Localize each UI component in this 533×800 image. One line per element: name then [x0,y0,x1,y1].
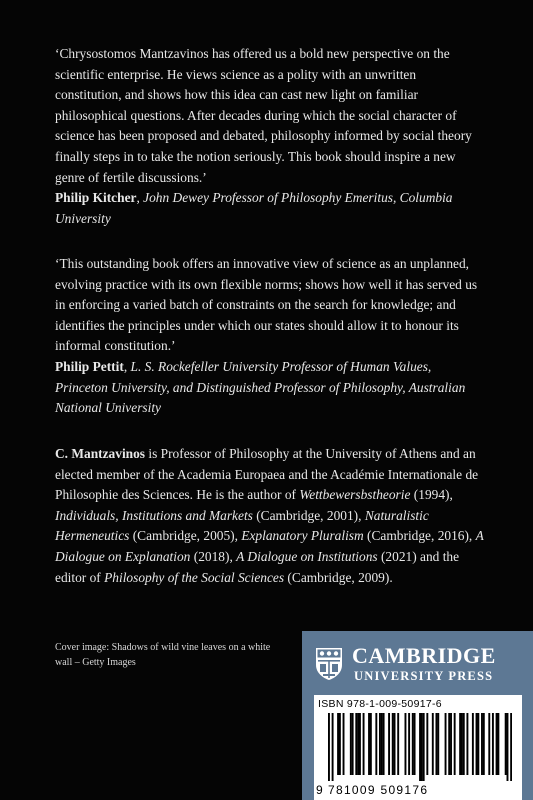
publisher-name: CAMBRIDGE [352,643,496,668]
cover-image-credit: Cover image: Shadows of wild vine leaves on a white wall – Getty Images [55,642,271,668]
book-title: Philosophy of the Social Sciences [104,569,285,585]
book-title: A Dialogue on Explanation [55,528,484,564]
endorser-role: John Dewey Professor of Philosophy Emeritus, Columbia University [55,190,453,226]
book-title: A Dialogue on Institutions [236,548,378,564]
publisher-panel [302,631,533,800]
bio-text: (Cambridge, 2001), [252,507,365,523]
endorsement-quote: ‘Chrysostomos Mantzavinos has offered us a bold new perspective on the scientific enterprise. He views science as a polity with an unwritten constitution, and shows how this idea can cast new light on familiar philosophical questions. After decades during which the social character of science has been proposed and debated, philosophy informed by social theory finally steps in to take the notion seriously. This book should inspire a new genre of fertile discussions.’ [55,46,472,185]
barcode-number [316,783,520,797]
bio-text: (2021) and the editor of [55,548,460,585]
author-name: C. Mantzavinos [55,446,146,461]
bio-text: (Cambridge, 2005), [129,528,242,544]
bio-text: is Professor of Philosophy at the University of Athens and an elected member of the Academia Europaea and the Académie Internationale de Philosophie des Sciences. He is the author of [55,446,479,503]
book-title: Explanatory Pluralism [241,528,364,544]
bio-text: (1994), [410,487,453,503]
cambridge-shield-icon [315,647,343,681]
endorsement-pettit [55,254,485,419]
author-bio [55,444,485,588]
publisher-subtitle: UNIVERSITY PRESS [354,669,494,683]
bio-text: (Cambridge, 2016), [363,528,476,544]
endorsement-attribution: Philip Kitcher, John Dewey Professor of Philosophy Emeritus, Columbia University [55,190,453,226]
book-title: Individuals, Institutions and Markets [55,507,253,523]
barcode-digits: 781009 509176 [328,783,429,797]
endorser-role: L. S. Rockefeller University Professor of Human Values, Princeton University, and Distinguished Professor of Philosophy, Australian National University [55,358,466,416]
endorser-name: Philip Kitcher [55,190,137,206]
book-title: Wettbewersbstheorie [299,487,411,503]
endorsement-kitcher [55,44,485,229]
isbn-barcode [314,695,522,800]
endorser-name: Philip Pettit [55,358,124,374]
bio-text: (2018), [190,548,237,564]
bio-text: (Cambridge, 2009). [284,569,393,585]
barcode-lead-digit: 9 [316,783,324,797]
isbn-label: ISBN 978-1-009-50917-6 [318,698,442,710]
barcode-icon [328,713,512,781]
endorsement-quote: ‘This outstanding book offers an innovative view of science as an unplanned, evolving practice with its own flexible norms; shows how well it has served us in enforcing a varied batch of constraints on the search for knowledge; and identifies the principles under which our states should allow it to honour its informal constitution.’ [55,256,478,354]
book-title: Naturalistic Hermeneutics [55,507,429,544]
endorsement-attribution: Philip Pettit, L. S. Rockefeller University Professor of Human Values, Princeton University, and Distinguished Professor of Philosophy, Australian National University [55,358,466,416]
